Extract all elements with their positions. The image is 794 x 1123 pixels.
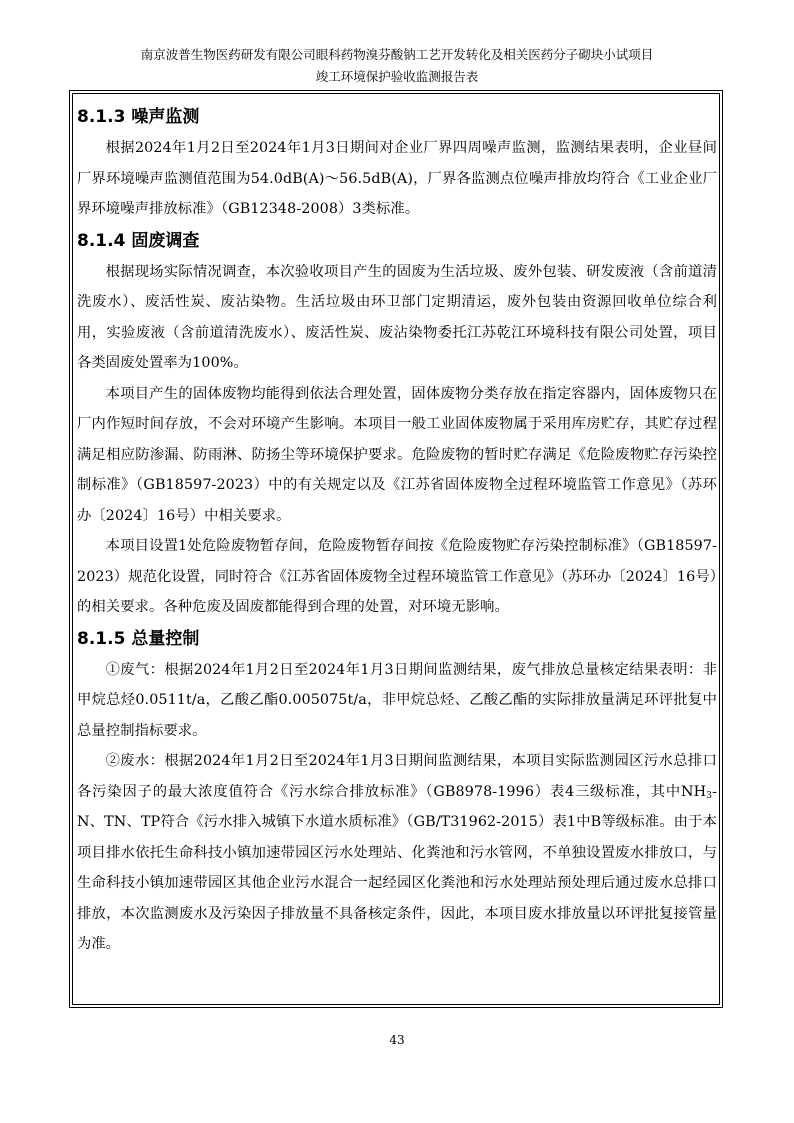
- solid-waste-paragraph-2: 本项目产生的固体废物均能得到依法合理处置，固体废物分类存放在指定容器内，固体废物只在厂内作短时间存放，不会对环境产生影响。本项目一般工业固体废物属于采用库房贮存，其贮存过程满足相应防渗漏、防雨淋、防扬尘等环境保护要求。危险废物的暂时贮存满足《危险废物贮存污染控制标准》（GB18597-2023）中的有关规定以及《江苏省固体废物全过程环境监管工作意见》（苏环办〔2024〕16号）中相关要求。: [77, 385, 717, 524]
- content-frame: [72, 93, 720, 1005]
- section-title-solid-waste: 8.1.4 固废调查: [77, 230, 200, 251]
- page-header: [0, 44, 794, 88]
- page-number: 43: [389, 1033, 405, 1047]
- section-title-total-control: 8.1.5 总量控制: [77, 628, 200, 649]
- total-control-wastewater-paragraph: [77, 746, 717, 960]
- ammonia-subscript: 3: [706, 790, 713, 801]
- total-control-exhaust-paragraph: ①废气：根据2024年1月2日至2024年1月3日期间监测结果，废气排放总量核定结果表明：非甲烷总烃0.0511t/a，乙酸乙酯0.005075t/a，非甲烷总烃、乙酸乙酯的实际排放量满足环评批复中总量控制指标要求。: [77, 661, 717, 739]
- header-report-title: 竣工环境保护验收监测报告表: [315, 69, 479, 84]
- report-body: [77, 94, 717, 960]
- solid-waste-paragraph-1: 根据现场实际情况调查，本次验收项目产生的固废为生活垃圾、废外包装、研发废液（含前道清洗废水）、废活性炭、废沾染物。生活垃圾由环卫部门定期清运，废外包装由资源回收单位综合利用，实验废液（含前道清洗废水）、废活性炭、废沾染物委托江苏乾江环境科技有限公司处置，项目各类固废处置率为100%。: [77, 263, 717, 371]
- wastewater-text-part-1: ②废水：根据2024年1月2日至2024年1月3日期间监测结果，本项目实际监测园区污水总排口各污染因子的最大浓度值符合《污水综合排放标准》（GB8978-1996）表4三级标准，其中NH: [77, 753, 717, 800]
- noise-paragraph: 根据2024年1月2日至2024年1月3日期间对企业厂界四周噪声监测，监测结果表明，企业昼间厂界环境噪声监测值范围为54.0dB(A)～56.5dB(A)，厂界各监测点位噪声排放均符合《工业企业厂界环境噪声排放标准》（GB12348-2008）3类标准。: [77, 140, 717, 217]
- section-title-noise: 8.1.3 噪声监测: [77, 107, 200, 127]
- solid-waste-paragraph-3: 本项目设置1处危险废物暂存间，危险废物暂存间按《危险废物贮存污染控制标准》（GB18597-2023）规范化设置，同时符合《江苏省固体废物全过程环境监管工作意见》（苏环办〔2024〕16号）的相关要求。各种危废及固废都能得到合理的处置，对环境无影响。: [77, 538, 717, 615]
- header-project-title: 南京波普生物医药研发有限公司眼科药物溴芬酸钠工艺开发转化及相关医药分子砌块小试项目: [140, 47, 654, 62]
- wastewater-text-part-2: -N、TN、TP符合《污水排入城镇下水道水质标准》（GB/T31962-2015）表1中B等级标准。由于本项目排水依托生命科技小镇加速带园区污水处理站、化粪池和污水管网，不单独设置废水排放口，与生命科技小镇加速带园区其他企业污水混合一起经园区化粪池和污水处理站预处理后通过废水总排口排放，本次监测废水及污染因子排放量不具备核定条件，因此，本项目废水排放量以环评批复接管量为准。: [77, 783, 717, 952]
